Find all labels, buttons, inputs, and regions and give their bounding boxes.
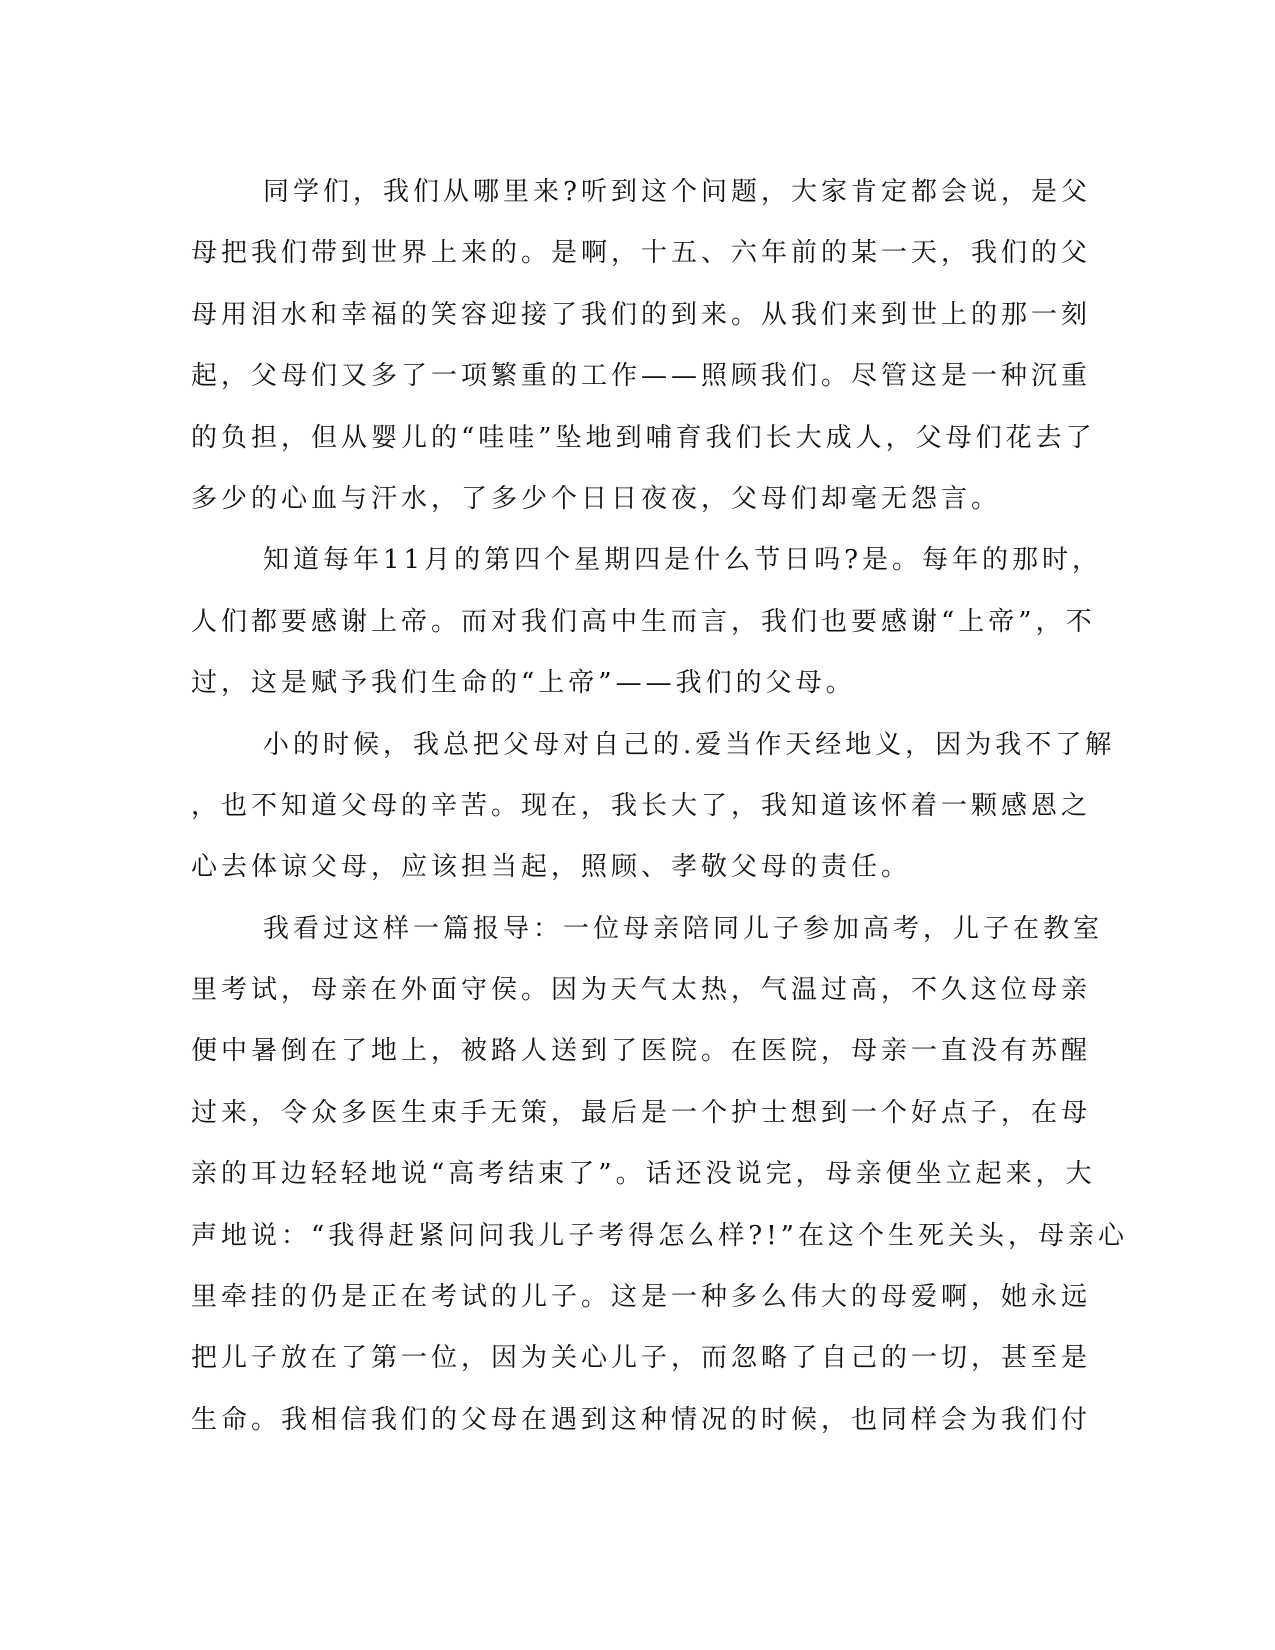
text-line: 的负担，但从婴儿的“哇哇”坠地到哺育我们长大成人，父母们花去了 <box>191 422 1096 453</box>
text-line: 生命。我相信我们的父母在遇到这种情况的时候，也同样会为我们付 <box>191 1404 1092 1435</box>
text-line: 人们都要感谢上帝。而对我们高中生而言，我们也要感谢“上帝”，不 <box>191 606 1096 637</box>
text-line: 小的时候，我总把父母对自己的.爱当作天经地义，因为我不了解 <box>263 729 1116 760</box>
text-line: 亲的耳边轻轻地说“高考结束了”。话还没说完，母亲便坐立起来，大 <box>191 1159 1096 1190</box>
text-line: 同学们，我们从哪里来?听到这个问题，大家肯定都会说，是父 <box>263 177 1091 207</box>
paragraph-3 <box>191 715 1116 899</box>
text-line: ，也不知道父母的辛苦。现在，我长大了，我知道该怀着一颗感恩之 <box>191 790 1092 821</box>
text-line: 母用泪水和幸福的笑容迎接了我们的到来。从我们来到世上的那一刻 <box>191 299 1092 330</box>
paragraph-4 <box>191 899 1128 1452</box>
text-line: 知道每年11月的第四个星期四是什么节日吗?是。每年的那时， <box>263 545 1103 576</box>
paragraph-2 <box>191 530 1103 714</box>
text-line: 里考试，母亲在外面守侯。因为天气太热，气温过高，不久这位母亲 <box>191 975 1092 1006</box>
text-line: 过，这是赋予我们生命的“上帝”——我们的父母。 <box>191 668 856 699</box>
text-line: 过来，令众多医生束手无策，最后是一个护士想到一个好点子，在母 <box>191 1097 1092 1128</box>
text-line: 我看过这样一篇报导：一位母亲陪同儿子参加高考，儿子在教室 <box>263 913 1104 944</box>
text-line: 心去体谅父母，应该担当起，照顾、孝敬父母的责任。 <box>191 852 912 883</box>
document-body <box>191 162 1128 1451</box>
text-line: 把儿子放在了第一位，因为关心儿子，而忽略了自己的一切，甚至是 <box>191 1343 1092 1374</box>
text-line: 母把我们带到世界上来的。是啊，十五、六年前的某一天，我们的父 <box>191 238 1092 269</box>
text-line: 便中暑倒在了地上，被路人送到了医院。在医院，母亲一直没有苏醒 <box>191 1036 1092 1067</box>
text-line: 起，父母们又多了一项繁重的工作——照顾我们。尽管这是一种沉重 <box>191 361 1092 392</box>
text-line: 声地说：“我得赶紧问问我儿子考得怎么样?!”在这个生死关头，母亲心 <box>191 1220 1128 1251</box>
text-line: 里牵挂的仍是正在考试的儿子。这是一种多么伟大的母爱啊，她永远 <box>191 1282 1092 1313</box>
text-line: 多少的心血与汗水，了多少个日日夜夜，父母们却毫无怨言。 <box>191 483 1002 514</box>
paragraph-1 <box>191 162 1096 530</box>
